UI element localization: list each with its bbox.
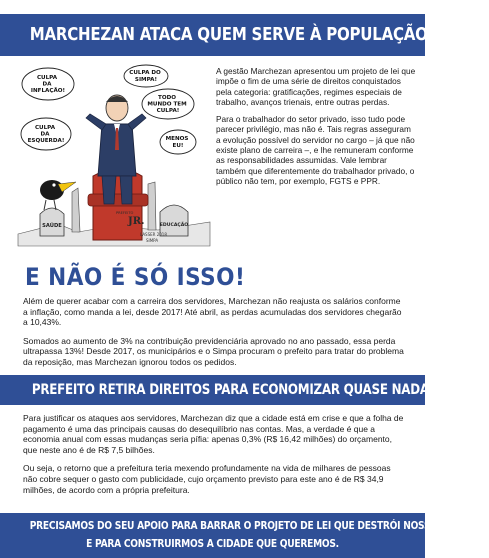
speech-bubble xyxy=(21,118,71,150)
toucan-bird xyxy=(40,180,76,210)
footer-line: PRECISAMOS DO SEU APOIO PARA BARRAR O PROJETO DE LEI QUE DESTRÓI NOSSA CARREIRA xyxy=(29,520,489,532)
svg-text:SAÚDE: SAÚDE xyxy=(42,223,62,229)
section-heading: E NÃO É SÓ ISSO! xyxy=(25,263,246,291)
svg-text:EDUCAÇÃO: EDUCAÇÃO xyxy=(159,223,189,228)
footer-line: E PARA CONSTRUIRMOS A CIDADE QUE QUEREMOS. xyxy=(86,538,339,550)
footer-banner xyxy=(0,513,489,558)
section-banner xyxy=(0,375,434,405)
svg-text:TODO MUNDO TEM CUL: TODO MUNDO TEM CULPA! xyxy=(147,95,187,114)
section-banner-title: PREFEITO RETIRA DIREITOS PARA ECONOMIZAR QUASE NADA! xyxy=(31,382,434,398)
svg-text:PREFEITO: PREFEITO xyxy=(116,211,134,215)
intro-text xyxy=(216,66,416,193)
section-paragraph: Somados ao aumento de 3% na contribuição previdenciária aprovado no ano passado, essa perda ultrapassa 13%! Desde 2017, os municipários e o Simpa procuram o prefeito para tratar do problema da reposição, mas Marchezan ignorou todos os pedidos. xyxy=(23,335,404,367)
svg-text:CULPA DO SIMPA!: CULPA DO SIMPA! xyxy=(129,70,161,83)
grave-saude xyxy=(40,208,64,236)
intro-paragraph: A gestão Marchezan apresentou um projeto de lei que impõe o fim de uma série de direitos conquistados pela categoria: gratificações, regimes especiais de trabalho, avanços trienais, entre outras perdas. xyxy=(216,66,416,107)
svg-text:JR.: JR. xyxy=(128,216,145,227)
intro-paragraph: Para o trabalhador do setor privado, isso tudo pode parecer privilégio, mas não é. Tais regras asseguram a evolução possível do servidor no cargo – já que não existe plano de carreira –, e lhe remuneram conforme as responsabilidades assumidas. Vale lembrar também que diferentemente do trabalhador privado, o público não tem, por exemplo, FGTS e PPR. xyxy=(216,114,415,186)
page-title: MARCHEZAN ATACA QUEM SERVE À POPULAÇÃO xyxy=(29,25,428,45)
section-paragraph: Além de querer acabar com a carreira dos servidores, Marchezan não reajusta os salários conforme a inflação, como manda a lei, desde 2017! Até abril, as perdas acumuladas dos servidores chegarão a 10,43%. xyxy=(23,296,402,328)
header-banner xyxy=(0,14,428,56)
svg-text:MENOS EU!: MENOS EU! xyxy=(165,136,189,149)
column-ruin xyxy=(148,182,156,230)
mayor-chair xyxy=(88,169,148,240)
cartoon-credit: SIMPA xyxy=(146,238,159,243)
section-body xyxy=(23,296,405,376)
section-paragraph: Ou seja, o retorno que a prefeitura teria mexendo profundamente na vida de milhares de pessoas não cobre sequer o gasto com publicidade, cujo orçamento previsto para este ano é de R$ 34,9 milhões, de acordo com a própria prefeitura. xyxy=(23,463,391,495)
speech-bubble xyxy=(160,130,196,154)
speech-bubble xyxy=(124,65,168,87)
speech-bubble xyxy=(142,89,194,119)
section-paragraph: Para justificar os ataques aos servidores, Marchezan diz que a cidade está em crise e que a folha de pagamento é uma das principais causas do desequilíbrio nas contas. Mas, a verdade é que a economia anual com essas mudanças seria pífia: apenas 0,3% (R$ 16,42 milhões) do orçamento, que neste ano é de R$ 7,5 bilhões. xyxy=(23,413,404,455)
svg-text:CULPA DA ESQUERDA!: CULPA DA ESQUERDA! xyxy=(27,125,65,144)
column-ruin xyxy=(72,188,80,232)
speech-bubble xyxy=(22,68,74,100)
cartoon-illustration xyxy=(18,64,210,246)
svg-text:CULPA DA INFLAÇÃO!: CULPA DA INFLAÇÃO! xyxy=(30,75,66,94)
section-body xyxy=(23,413,405,503)
cartoon-credit: LASSER 2018 xyxy=(140,232,167,237)
